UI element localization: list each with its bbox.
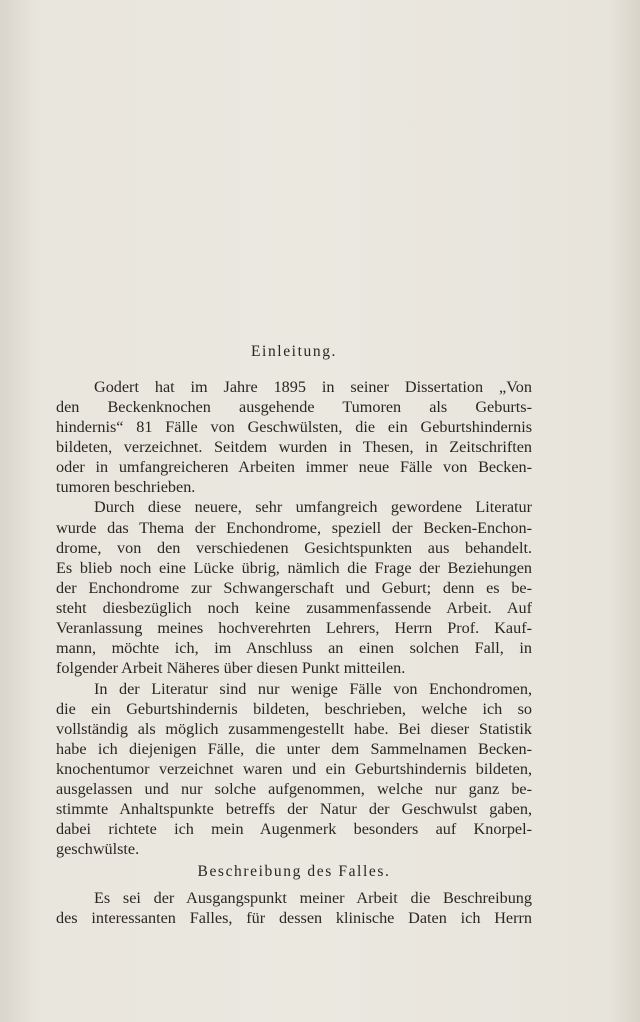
text-line: Es blieb noch eine Lücke übrig, nämlich die Frage der Beziehungen bbox=[56, 559, 532, 577]
text-line: folgender Arbeit Näheres über diesen Punkt mitteilen. bbox=[56, 659, 406, 677]
text-line: die ein Geburtshindernis bildeten, beschrieben, welche ich so bbox=[56, 700, 532, 718]
text-line: dabei richtete ich mein Augenmerk besonders auf Knorpel- bbox=[56, 820, 532, 838]
text-line: den Beckenknochen ausgehende Tumoren als Geburts- bbox=[56, 398, 532, 416]
section-heading-einleitung: Einleitung. bbox=[250, 343, 338, 360]
text-line: habe ich diejenigen Fälle, die unter dem Sammelnamen Becken- bbox=[56, 740, 532, 758]
text-line: drome, von den verschiedenen Gesichtspunkten aus behandelt. bbox=[56, 539, 532, 557]
text-line: tumoren beschrieben. bbox=[56, 478, 196, 496]
text-line: Durch diese neuere, sehr umfangreich gewordene Literatur bbox=[94, 498, 532, 516]
text-line: Godert hat im Jahre 1895 in seiner Dissertation „Von bbox=[94, 378, 532, 396]
text-line: vollständig als möglich zusammengestellt habe. Bei dieser Statistik bbox=[56, 720, 532, 738]
text-line: knochentumor verzeichnet waren und ein Geburtshindernis bildeten, bbox=[56, 760, 532, 778]
text-line: geschwülste. bbox=[56, 840, 140, 858]
text-line: stimmte Anhaltspunkte betreffs der Natur der Geschwulst gaben, bbox=[56, 800, 532, 818]
text-line: bildeten, verzeichnet. Seitdem wurden in Thesen, in Zeitschriften bbox=[56, 438, 532, 456]
text-line: oder in umfangreicheren Arbeiten immer neue Fälle von Becken- bbox=[56, 458, 532, 476]
text-line: Es sei der Ausgangspunkt meiner Arbeit die Beschreibung bbox=[94, 889, 532, 907]
text-line: ausgelassen und nur solche aufgenommen, welche nur ganz be- bbox=[56, 780, 532, 798]
text-line: In der Literatur sind nur wenige Fälle von Enchondromen, bbox=[94, 680, 532, 698]
text-line: hindernis“ 81 Fälle von Geschwülsten, die ein Geburtshindernis bbox=[56, 418, 532, 436]
text-line: wurde das Thema der Enchondrome, speziell der Becken-Enchon- bbox=[56, 519, 532, 537]
text-line: des interessanten Falles, für dessen klinische Daten ich Herrn bbox=[56, 909, 532, 927]
text-line: Veranlassung meines hochverehrten Lehrers, Herrn Prof. Kauf- bbox=[56, 619, 532, 637]
text-line: der Enchondrome zur Schwangerschaft und Geburt; denn es be- bbox=[56, 579, 532, 597]
section-heading-beschreibung: Beschreibung des Falles. bbox=[197, 863, 391, 880]
text-line: steht diesbezüglich noch keine zusammenfassende Arbeit. Auf bbox=[56, 599, 532, 617]
text-line: mann, möchte ich, im Anschluss an einen solchen Fall, in bbox=[56, 639, 532, 657]
